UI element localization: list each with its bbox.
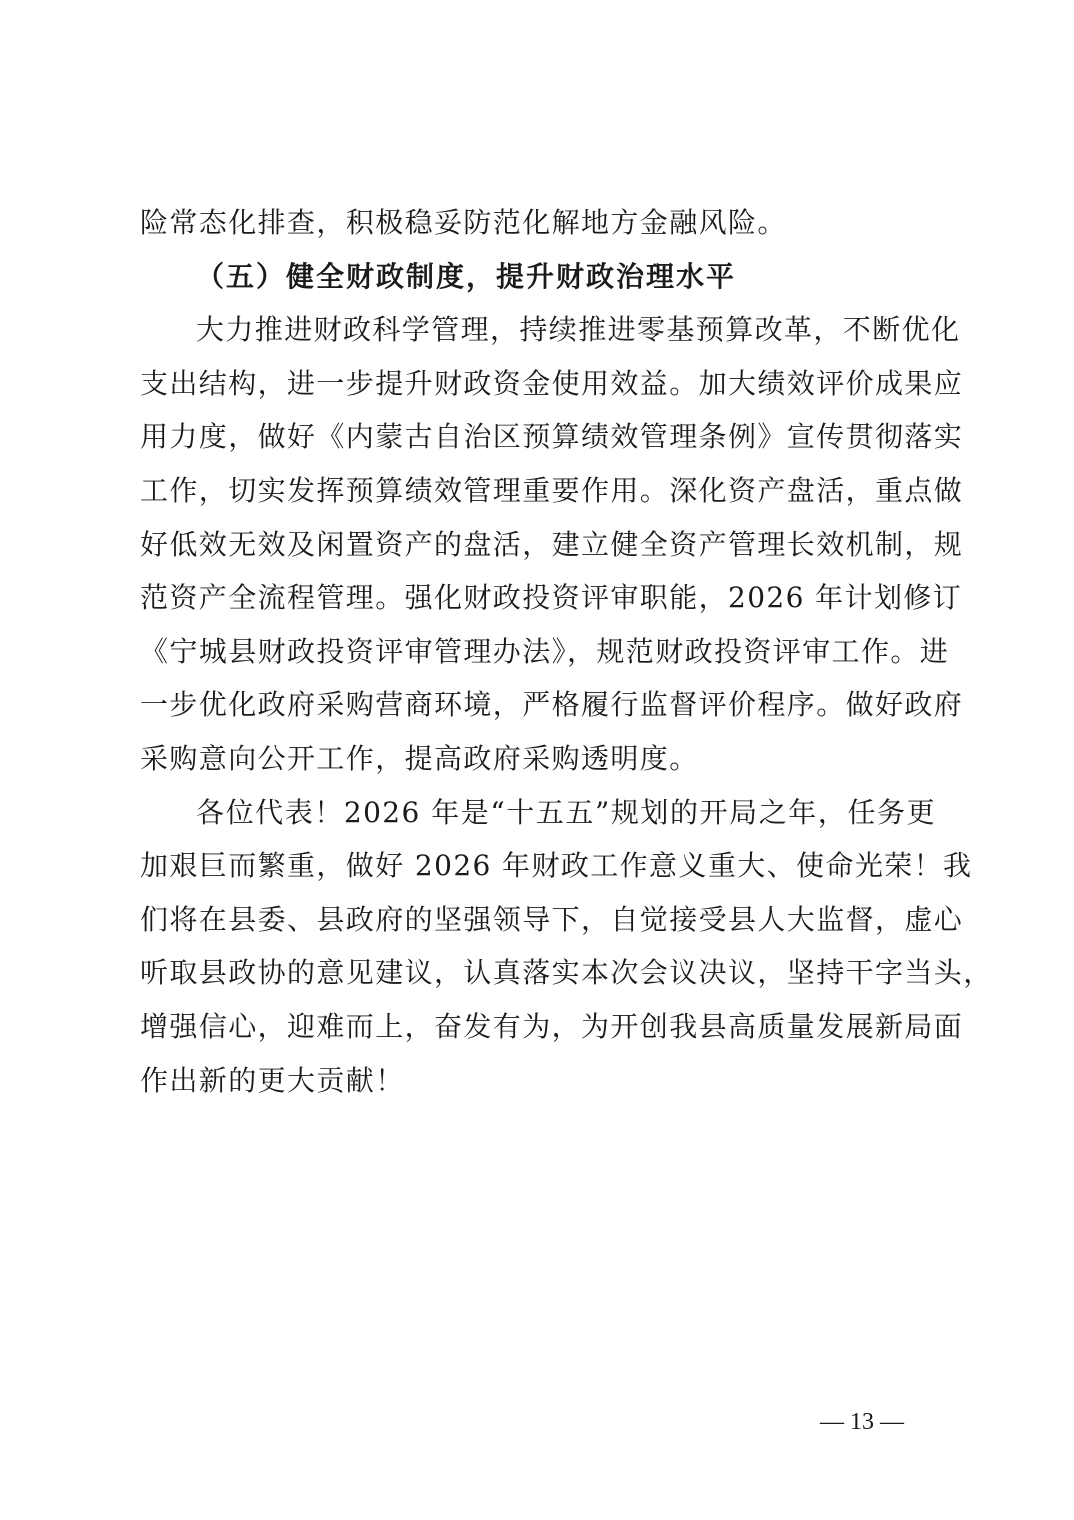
text-line: 各位代表！2026 年是“十五五”规划的开局之年，任务更 [196,795,936,829]
text-line: 们将在县委、县政府的坚强领导下，自觉接受县人大监督，虚心 [140,902,964,936]
text-line: 工作，切实发挥预算绩效管理重要作用。深化资产盘活，重点做 [140,473,964,507]
text-line: 《宁城县财政投资评审管理办法》，规范财政投资评审工作。进 [140,634,950,668]
text-line: 用力度，做好《内蒙古自治区预算绩效管理条例》宣传贯彻落实 [140,420,964,454]
body-text [140,196,993,1107]
section-heading: （五）健全财政制度，提升财政治理水平 [196,259,737,293]
text-line: 支出结构，进一步提升财政资金使用效益。加大绩效评价成果应 [140,366,964,400]
text-line: 大力推进财政科学管理，持续推进零基预算改革，不断优化 [196,313,961,347]
text-line: 险常态化排查，积极稳妥防范化解地方金融风险。 [140,206,787,239]
text-line: 一步优化政府采购营商环境，严格履行监督评价程序。做好政府 [140,688,964,722]
text-line: 好低效无效及闲置资产的盘活，建立健全资产管理长效机制，规 [140,527,964,561]
text-line: 采购意向公开工作，提高政府采购透明度。 [140,741,699,775]
text-line: 范资产全流程管理。强化财政投资评审职能，2026 年计划修订 [140,581,963,615]
text-line: 加艰巨而繁重，做好 2026 年财政工作意义重大、使命光荣！我 [140,849,973,883]
text-line: 听取县政协的意见建议，认真落实本次会议决议，坚持干字当头， [140,956,993,990]
page-number: — 13 — [820,1409,904,1435]
text-line: 增强信心，迎难而上，奋发有为，为开创我县高质量发展新局面 [140,1009,964,1043]
text-line: 作出新的更大贡献！ [140,1063,405,1097]
